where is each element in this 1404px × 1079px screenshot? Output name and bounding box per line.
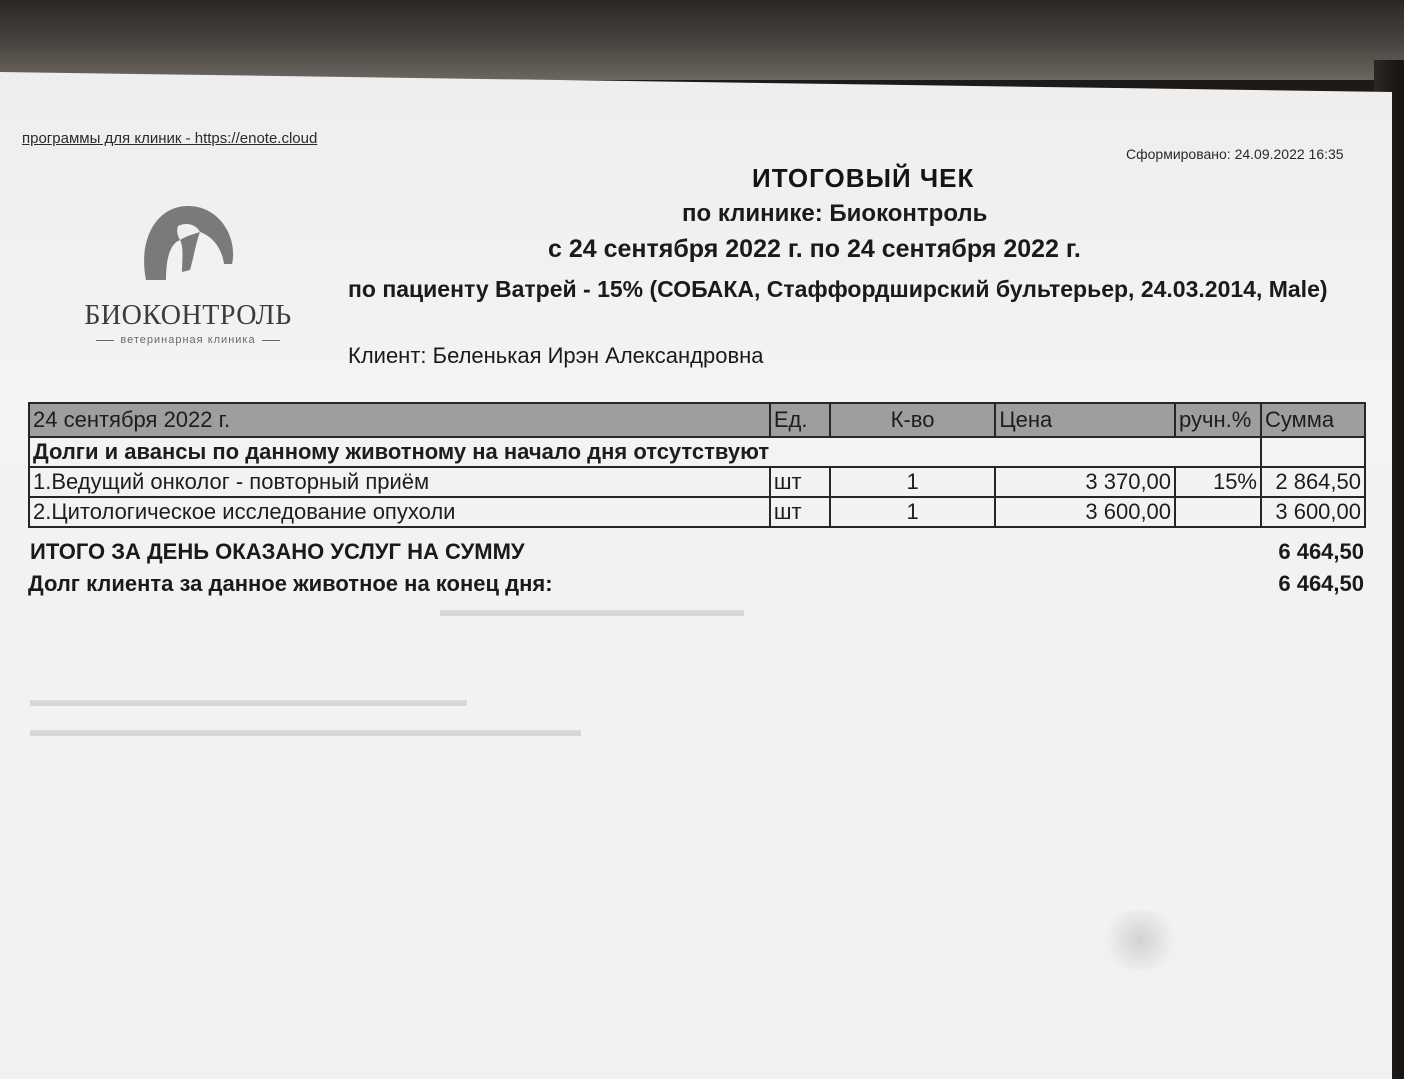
software-link[interactable]: программы для клиник - https://enote.cloud: [22, 130, 318, 147]
service-price: 3 370,00: [995, 467, 1175, 497]
debt-total-amount: 6 464,50: [1278, 571, 1364, 596]
bleed-through-text: ▬▬▬▬▬▬▬▬▬▬▬▬▬▬▬▬▬▬▬▬▬▬▬: [30, 690, 467, 711]
service-sum: 2 864,50: [1261, 467, 1365, 497]
service-name: 2.Цитологическое исследование опухоли: [29, 497, 770, 527]
table-row: [29, 497, 1365, 527]
service-qty: 1: [830, 467, 996, 497]
logo-tagline: ветеринарная клиника: [76, 334, 300, 346]
table-row: [29, 467, 1365, 497]
background-surface: [0, 0, 1404, 80]
clinic-line: по клинике: Биоконтроль: [682, 200, 988, 227]
day-total-label: ИТОГО ЗА ДЕНЬ ОКАЗАНО УСЛУГ НА СУММУ: [30, 539, 525, 564]
day-total-amount: 6 464,50: [1278, 539, 1364, 564]
bleed-through-text: ▬▬▬▬▬▬▬▬▬▬▬▬▬▬▬▬: [440, 600, 744, 621]
day-total-row: [30, 539, 1364, 565]
debt-note: Долги и авансы по данному животному на начало дня отсутствуют: [29, 437, 1261, 467]
client-line: Клиент: Беленькая Ирэн Александровна: [348, 343, 764, 368]
dog-head-icon: [136, 200, 240, 286]
sum-column-header: Сумма: [1261, 403, 1365, 437]
clinic-logo: [76, 200, 300, 350]
service-price: 3 600,00: [995, 497, 1175, 527]
generated-timestamp: Сформировано: 24.09.2022 16:35: [1126, 146, 1344, 162]
debt-note-row: [29, 437, 1365, 467]
debt-total-label: Долг клиента за данное животное на конец дня:: [28, 571, 553, 596]
service-name: 1.Ведущий онколог - повторный приём: [29, 467, 770, 497]
bleed-through-text: ▬▬▬▬▬▬▬▬▬▬▬▬▬▬▬▬▬▬▬▬▬▬▬▬▬▬▬▬▬: [30, 720, 581, 741]
debt-total-row: [28, 571, 1364, 597]
unit-column-header: Ед.: [770, 403, 830, 437]
debt-note-sum: [1261, 437, 1365, 467]
service-discount: [1175, 497, 1261, 527]
service-qty: 1: [830, 497, 996, 527]
table-header-row: [29, 403, 1365, 437]
logo-wordmark: БИОКОНТРОЛЬ: [84, 300, 292, 331]
paper-smudge: [1100, 910, 1180, 970]
price-column-header: Цена: [995, 403, 1175, 437]
services-table: [28, 402, 1366, 528]
service-discount: 15%: [1175, 467, 1261, 497]
qty-column-header: К-во: [830, 403, 996, 437]
discount-column-header: ручн.%: [1175, 403, 1261, 437]
document-title: ИТОГОВЫЙ ЧЕК: [752, 163, 975, 193]
patient-line: по пациенту Ватрей - 15% (СОБАКА, Стаффордширский бультерьер, 24.03.2014, Male): [348, 276, 1328, 302]
service-unit: шт: [770, 497, 830, 527]
date-header: 24 сентября 2022 г.: [29, 403, 770, 437]
service-sum: 3 600,00: [1261, 497, 1365, 527]
period-line: с 24 сентября 2022 г. по 24 сентября 2022 г.: [548, 235, 1081, 263]
service-unit: шт: [770, 467, 830, 497]
